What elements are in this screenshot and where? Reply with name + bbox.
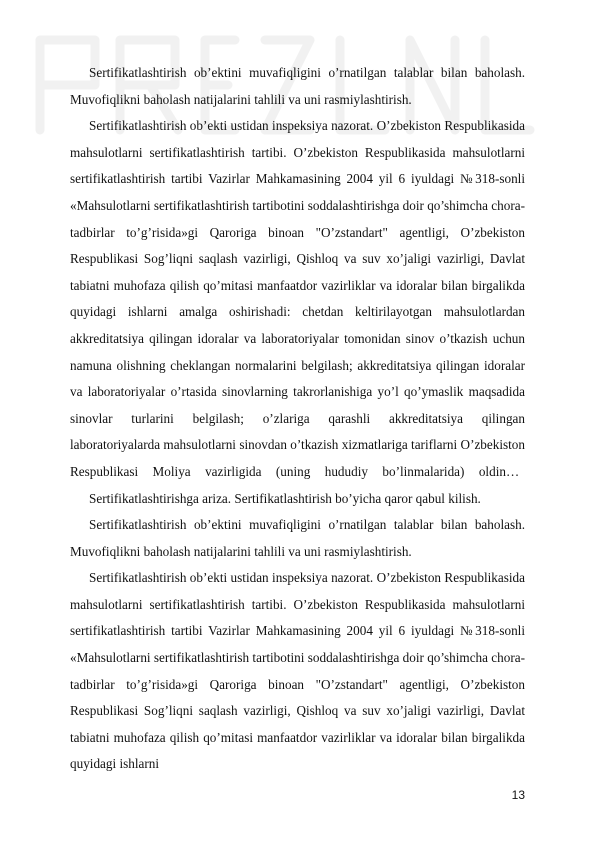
paragraph: Sertifikatlashtirish ob’ektini muvafiqligini o’rnatilgan talablar bilan baholash. Muvofiqlikni baholash natijalarini tahlili va uni rasmiylashtirish.	[70, 65, 525, 107]
paragraph: Sertifikatlashtirishga ariza. Sertifikatlashtirish bo’yicha qaror qabul kilish.	[89, 490, 481, 506]
page-number: 13	[511, 788, 525, 802]
paragraph: Sertifikatlashtirish ob’ekti ustidan inspeksiya nazorat. O’zbekiston Respublikasida mahsulotlarni sertifikatlashtirish tartibi. O’zbekiston Respublikasida mahsulotlarni sertifikatlashtirish tartibi Vazirlar Mahkamasining 2004 yil 6 iyuldagi №318-sonli «Mahsulotlarni sertifikatlashtirish tartibotini soddalashtirishga doir qo’shimcha chora-tadbirlar to’g’risida»gi Qaroriga binoan "O’zstandart" agentligi, O’zbekiston Respublikasi Sog’liqni saqlash vazirligi, Qishloq va suv xo’jaligi vazirligi, Davlat tabiatni muhofaza qilish qo’mitasi manfaatdor vazirliklar va idoralar bilan birgalikda quyidagi ishlarni amalga oshirishadi: chetdan keltirilayotgan mahsulotlardan akkreditatsiya qilingan idoralar va laboratoriyalar tomonidan sinov o’tkazish uchun namuna olishning cheklangan normalarini belgilash; akkreditatsiya qilingan idoralar va laboratoriyalar o’rtasida sinovlarning takrorlanishiga yo’l qo’ymaslik maqsadida sinovlar turlarini belgilash; o’zlariga qarashli akkreditatsiya qilingan laboratoriyalarda mahsulotlarni sinovdan o’tkazish xizmatlariga tariflarni O’zbekiston Respublikasi Moliya vazirligida (uning hududiy bo’linmalarida) oldindan	[70, 118, 525, 479]
body-text	[70, 60, 525, 778]
paragraph: Sertifikatlashtirish ob’ekti ustidan inspeksiya nazorat. O’zbekiston Respublikasida mahsulotlarni sertifikatlashtirish tartibi. O’zbekiston Respublikasida mahsulotlarni sertifikatlashtirish tartibi Vazirlar Mahkamasining 2004 yil 6 iyuldagi №318-sonli «Mahsulotlarni sertifikatlashtirish tartibotini soddalashtirishga doir qo’shimcha chora-tadbirlar to’g’risida»gi Qaroriga binoan "O’zstandart" agentligi, O’zbekiston Respublikasi Sog’liqni saqlash vazirligi, Qishloq va suv xo’jaligi vazirligi, Davlat tabiatni muhofaza qilish qo’mitasi manfaatdor vazirliklar va idoralar bilan birgalikda quyidagi ishlarni	[70, 570, 525, 772]
paragraph: Sertifikatlashtirish ob’ektini muvafiqligini o’rnatilgan talablar bilan baholash. Muvofiqlikni baholash natijalarini tahlili va uni rasmiylashtirish.	[70, 517, 525, 559]
